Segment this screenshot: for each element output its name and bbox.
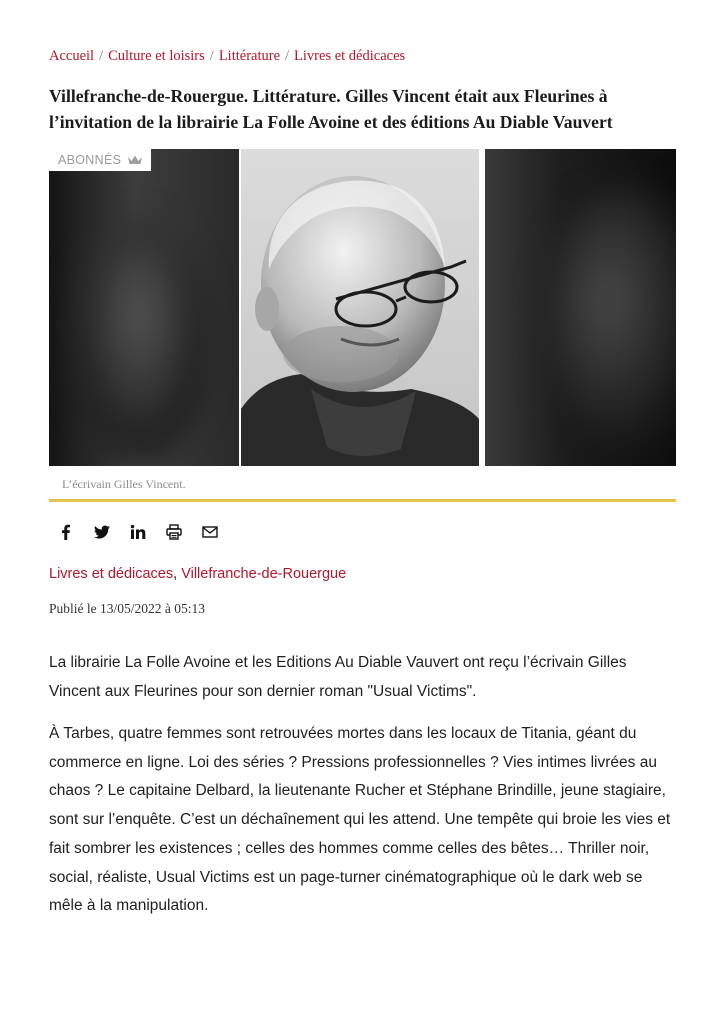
hero-image [49,149,676,466]
facebook-share-button[interactable] [57,522,75,542]
hero-photo [241,149,479,466]
print-button[interactable] [165,522,183,542]
print-icon [166,524,182,540]
article-paragraph: La librairie La Folle Avoine et les Editions Au Diable Vauvert ont reçu l’écrivain Gilles Vincent aux Fleurines pour son dernier roman "Usual Victims". [49,654,627,700]
publication-date: Publié le 13/05/2022 à 05:13 [49,601,205,616]
breadcrumb-item-culture-et-loisirs[interactable]: Culture et loisirs [108,48,205,64]
hero-blur-left [49,149,239,466]
image-caption: L’écrivain Gilles Vincent. [62,477,186,491]
linkedin-share-button[interactable] [129,522,147,542]
twitter-share-button[interactable] [93,522,111,542]
twitter-icon [94,524,110,540]
hero-blur-right [485,149,676,466]
article-paragraph: À Tarbes, quatre femmes sont retrouvées mortes dans les locaux de Titania, géant du commerce en ligne. Loi des séries ? Pressions professionnelles ? Vies intimes livrées au chaos ? Le capitaine Delbard, la lieutenante Rucher et Stéphane Brindille, jeune stagiaire, sont sur l’enquête. C’est un déchaînement qui les attend. Une tempête qui broie les vies et fait sombrer les existences ; celles des hommes comme celles des bêtes… Thriller noir, social, réaliste, Usual Victims est un page-turner cinématographique où le dark web se mêle à la manipulation. [49,725,671,915]
facebook-icon [58,524,74,540]
breadcrumb-item-litterature[interactable]: Littérature [218,48,281,64]
share-bar [57,522,219,542]
tag-livres-et-dedicaces[interactable]: Livres et dédicaces [49,566,174,582]
breadcrumb-item-accueil[interactable]: Accueil [49,48,95,64]
breadcrumb-separator: / [285,48,290,64]
breadcrumb-item-livres-et-dedicaces[interactable]: Livres et dédicaces [294,48,406,64]
crown-icon [127,154,143,166]
tag-villefranche-de-rouergue[interactable]: Villefranche-de-Rouergue [181,566,347,582]
article-tags [49,566,346,582]
email-share-button[interactable] [201,522,219,542]
linkedin-icon [130,524,146,540]
subscribers-badge-label: ABONNÉS [58,153,122,167]
caption-divider [49,499,676,502]
subscribers-badge [49,149,151,171]
breadcrumb-separator: / [209,48,214,64]
breadcrumb [49,48,689,65]
tag-separator: , [173,566,178,582]
article-title: Villefranche-de-Rouergue. Littérature. Gilles Vincent était aux Fleurines à l’invitation de la librairie La Folle Avoine et des éditions Au Diable Vauvert [49,86,613,132]
email-icon [202,524,218,540]
breadcrumb-separator: / [99,48,104,64]
author-portrait [241,149,479,466]
